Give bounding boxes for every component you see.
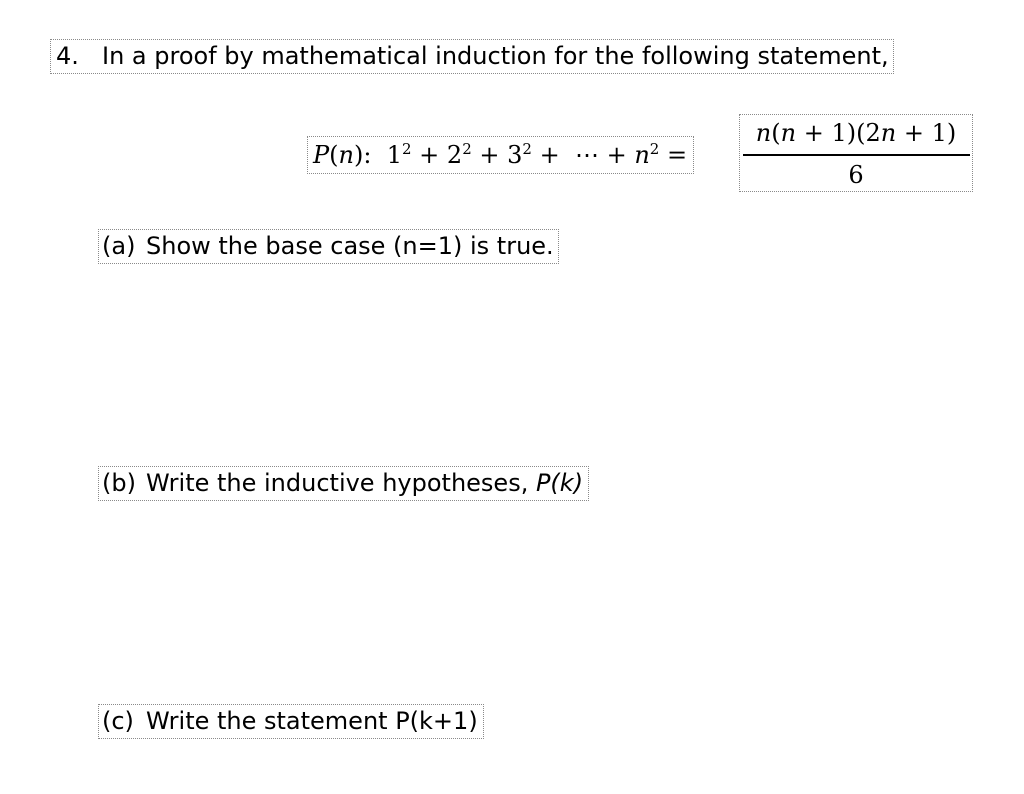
part-c-label: (c) [102,707,134,735]
equals-sign: = [666,141,688,169]
statement-rhs-fraction [739,114,973,192]
fraction-bar [743,154,970,156]
part-c-text: Write the statement P(k+1) [146,707,478,735]
term-3: 3 [507,141,523,169]
question-number: 4. [56,42,79,70]
fraction-denominator: 6 [848,161,864,189]
statement-colon: ): [354,141,372,169]
statement-arg: n [338,141,354,169]
part-b-italic: P(k) [535,469,584,497]
statement-lhs: P(n): $1^2 + 2^2 + 3^2$ + ⋯ + $n^2$ = [307,136,694,174]
last-term: n [634,141,650,169]
fraction-numerator: n(n + 1)(2n + 1) [755,119,957,147]
exponent-2: 2 [462,140,472,158]
part-b [98,466,589,501]
question-heading [50,39,894,74]
term-1: 1 [386,141,402,169]
part-c [98,704,484,739]
part-b-label: (b) [102,469,136,497]
part-b-text: Write the inductive hypotheses, [146,469,536,497]
part-a-label: (a) [102,232,136,260]
exponent-last: 2 [649,140,660,158]
part-a [98,229,559,264]
term-2: 2 [446,141,463,169]
exponent-1: 2 [402,140,412,158]
exponent-3: 2 [522,140,532,158]
question-text: In a proof by mathematical induction for the following statement, [102,42,889,70]
ellipsis: ⋯ [574,141,599,169]
part-a-text: Show the base case (n=1) is true. [146,232,554,260]
statement-name: P [313,141,330,169]
